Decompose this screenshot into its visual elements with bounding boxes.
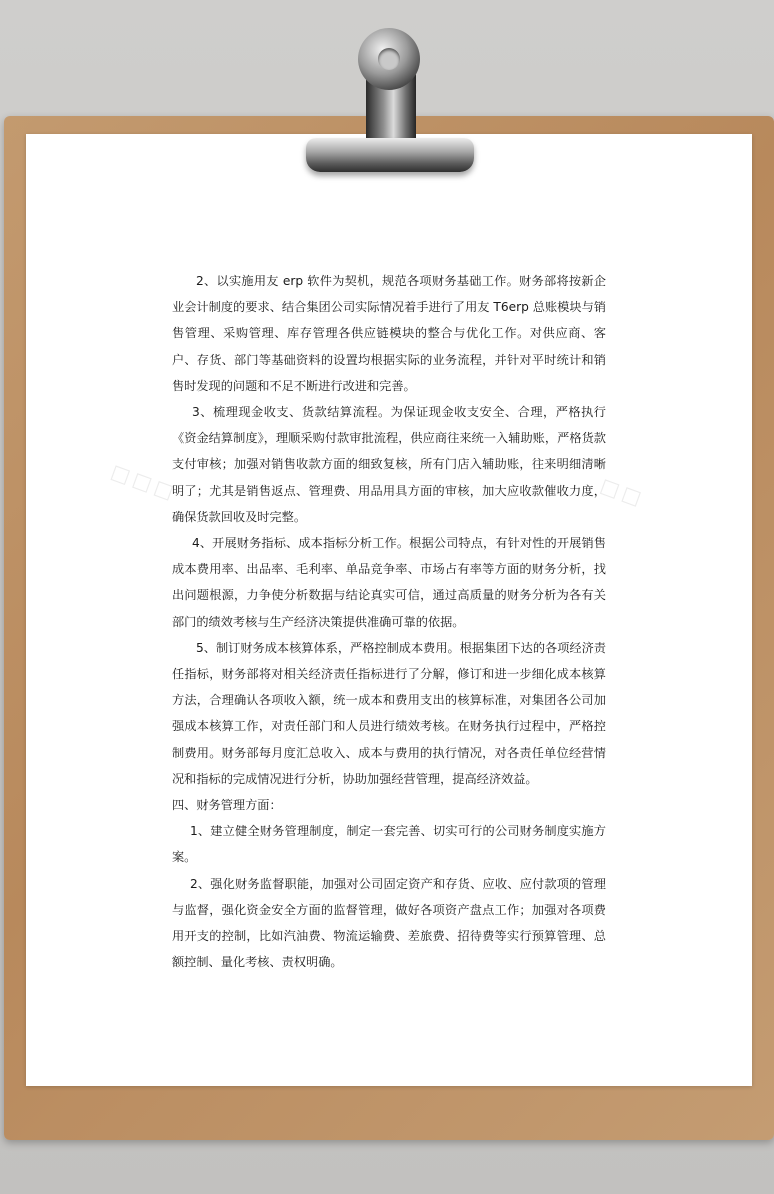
paragraph-2: 2、以实施用友 erp 软件为契机，规范各项财务基础工作。财务部将按新企业会计制度的要求、结合集团公司实际情况着手进行了用友 T6erp 总账模块与销售管理、采购管理、库存管理各供应链模块的整合与优化工作。对供应商、客户、存货、部门等基础资料的设置均根据实际的业务流程，并针对平时统计和销售时发现的问题和不足不断进行改进和完善。 bbox=[172, 274, 606, 393]
paragraph-q1: 1、建立健全财务管理制度，制定一套完善、切实可行的公司财务制度实施方案。 bbox=[172, 824, 606, 865]
binder-clip-ring bbox=[358, 28, 420, 90]
section-heading: 四、财务管理方面： bbox=[172, 798, 282, 813]
watermark-mark: □□ bbox=[597, 472, 649, 512]
paragraph-4: 4、开展财务指标、成本指标分析工作。根据公司特点，有针对性的开展销售成本费用率、出品率、毛利率、单品竞争率、市场占有率等方面的财务分析，找出问题根源，力争使分析数据与结论真实可信，通过高质量的财务分析为各有关部门的绩效考核与生产经济决策提供准确可靠的依据。 bbox=[172, 536, 606, 629]
watermark-mark: □□□ bbox=[107, 458, 181, 506]
paragraph-q2: 2、强化财务监督职能，加强对公司固定资产和存货、应收、应付款项的管理与监督，强化资金安全方面的监督管理，做好各项资产盘点工作；加强对各项费用开支的控制，比如汽油费、物流运输费、差旅费、招待费等实行预算管理、总额控制、量化考核、责权明确。 bbox=[172, 876, 606, 970]
binder-clip-icon bbox=[306, 138, 474, 172]
paragraph-5: 5、制订财务成本核算体系，严格控制成本费用。根据集团下达的各项经济责任指标，财务部将对相关经济责任指标进行了分解，修订和进一步细化成本核算方法，合理确认各项收入额，统一成本和费用支出的核算标准，对集团各公司加强成本核算工作，对责任部门和人员进行绩效考核。在财务执行过程中，严格控制费用。财务部每月度汇总收入、成本与费用的执行情况，对各责任单位经营情况和指标的完成情况进行分析，协助加强经营管理，提高经济效益。 bbox=[172, 640, 606, 786]
paragraph-3: 3、梳理现金收支、货款结算流程。为保证现金收支安全、合理，严格执行《资金结算制度》，理顺采购付款审批流程，供应商往来统一入辅助账，严格货款支付审核；加强对销售收款方面的细致复核，所有门店入辅助账，往来明细清晰明了；尤其是销售返点、管理费、用品用具方面的审核，加大应收款催收力度，确保货款回收及时完整。 bbox=[172, 405, 606, 524]
document-body bbox=[172, 268, 606, 975]
